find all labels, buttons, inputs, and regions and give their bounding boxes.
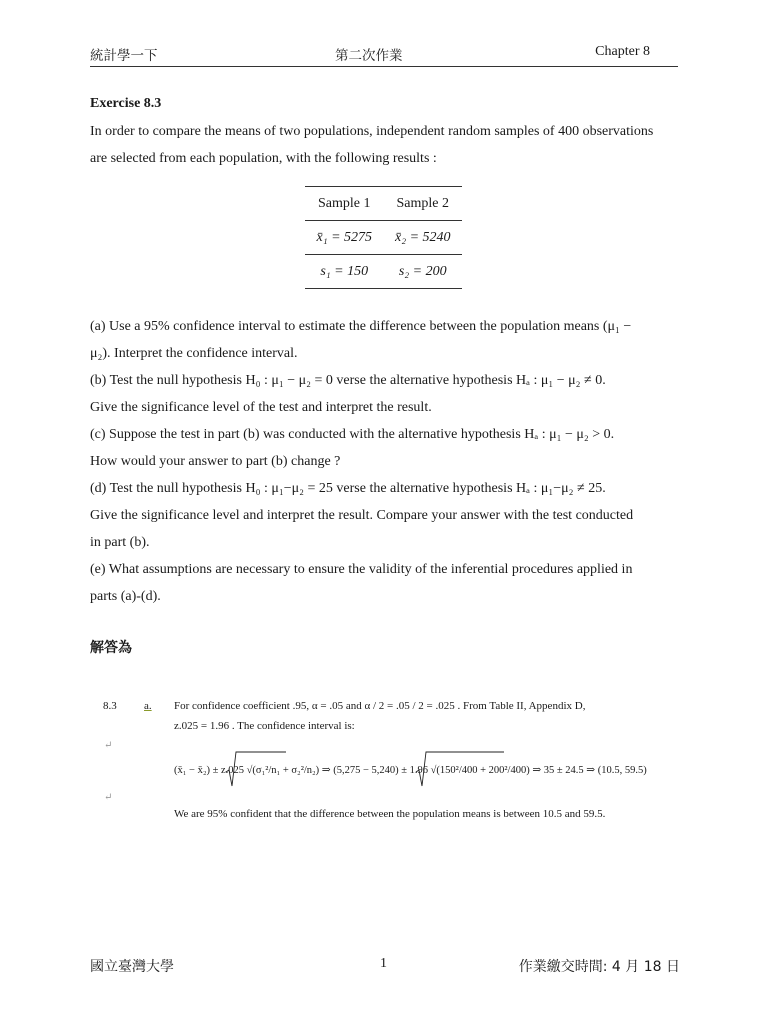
question-c-line-1: (c) Suppose the test in part (b) was conducted with the alternative hypothesis Hₐ : μ₁ − μ₂ > 0. (90, 427, 615, 442)
question-list (90, 313, 682, 610)
table-header-cell: Sample 1 (318, 195, 371, 211)
confidence-interval-formula (174, 750, 654, 790)
table-row (305, 255, 462, 289)
solution-line-2: z.025 = 1.96 . The confidence interval is: (174, 720, 355, 732)
table-row (305, 221, 462, 255)
question-b-line-2: Give the significance level of the test and interpret the result. (90, 400, 432, 415)
solution-part-label: a. (144, 700, 152, 712)
question-b-line-1: (b) Test the null hypothesis H₀ : μ₁ − μ₂ = 0 verse the alternative hypothesis Hₐ : μ₁ − μ₂ ≠ 0. (90, 373, 606, 388)
table-cell: x̄₂ = 5240 (394, 229, 451, 245)
page-header (90, 44, 678, 67)
footer-university: 國立臺灣大學 (90, 959, 174, 975)
solution-conclusion: We are 95% confident that the difference between the population means is between 10.5 and 59.5. (174, 808, 606, 820)
footer-due-date: 作業繳交時間: 4 月 18 日 (518, 959, 680, 975)
answer-heading: 解答為 (90, 640, 132, 656)
footer-page-number: 1 (380, 956, 387, 971)
table-header-cell: Sample 2 (396, 195, 449, 211)
return-mark-icon: ↵ (104, 792, 113, 803)
formula-text: (x̄₁ − x̄₂) ± z.025 √(σ₁²/n₁ + σ₂²/n₂) ⇒ (5,275 − 5,240) ± 1.96 √(150²/400 + 200²/400) ⇒ 35 ± 24.5 ⇒ (10.5, 59.5) (174, 765, 647, 776)
header-chapter: Chapter 8 (595, 44, 650, 59)
solution-number: 8.3 (103, 700, 117, 712)
question-e-line-1: (e) What assumptions are necessary to ensure the validity of the inferential procedures applied in (90, 562, 633, 577)
exercise-intro (90, 118, 682, 172)
return-mark-icon: ↵ (104, 740, 113, 751)
question-a-line-1: (a) Use a 95% confidence interval to estimate the difference between the population means (μ₁ − (90, 319, 632, 334)
solution-line-1: For confidence coefficient .95, α = .05 and α / 2 = .05 / 2 = .025 . From Table II, Appendix D, (174, 700, 586, 712)
exercise-title: Exercise 8.3 (90, 96, 162, 111)
table-cell: s₂ = 200 (398, 263, 447, 279)
question-d-line-2: Give the significance level and interpret the result. Compare your answer with the test conducted (90, 508, 634, 523)
sample-table (305, 186, 462, 289)
question-e-line-2: parts (a)-(d). (90, 589, 161, 604)
question-a-line-2: μ₂). Interpret the confidence interval. (90, 346, 298, 361)
header-course: 統計學一下 (90, 48, 158, 64)
question-d-line-1: (d) Test the null hypothesis H₀ : μ₁−μ₂ = 25 verse the alternative hypothesis Hₐ : μ₁−μ₂ ≠ 25. (90, 481, 606, 496)
intro-line-1: In order to compare the means of two populations, independent random samples of 400 observations (90, 124, 654, 139)
table-cell: x̄₁ = 5275 (316, 229, 373, 245)
intro-line-2: are selected from each population, with the following results : (90, 151, 437, 166)
table-cell: s₁ = 150 (320, 263, 369, 279)
table-header-row (305, 187, 462, 221)
question-d-line-3: in part (b). (90, 535, 150, 550)
question-c-line-2: How would your answer to part (b) change ? (90, 454, 341, 469)
header-assignment: 第二次作業 (335, 48, 403, 64)
